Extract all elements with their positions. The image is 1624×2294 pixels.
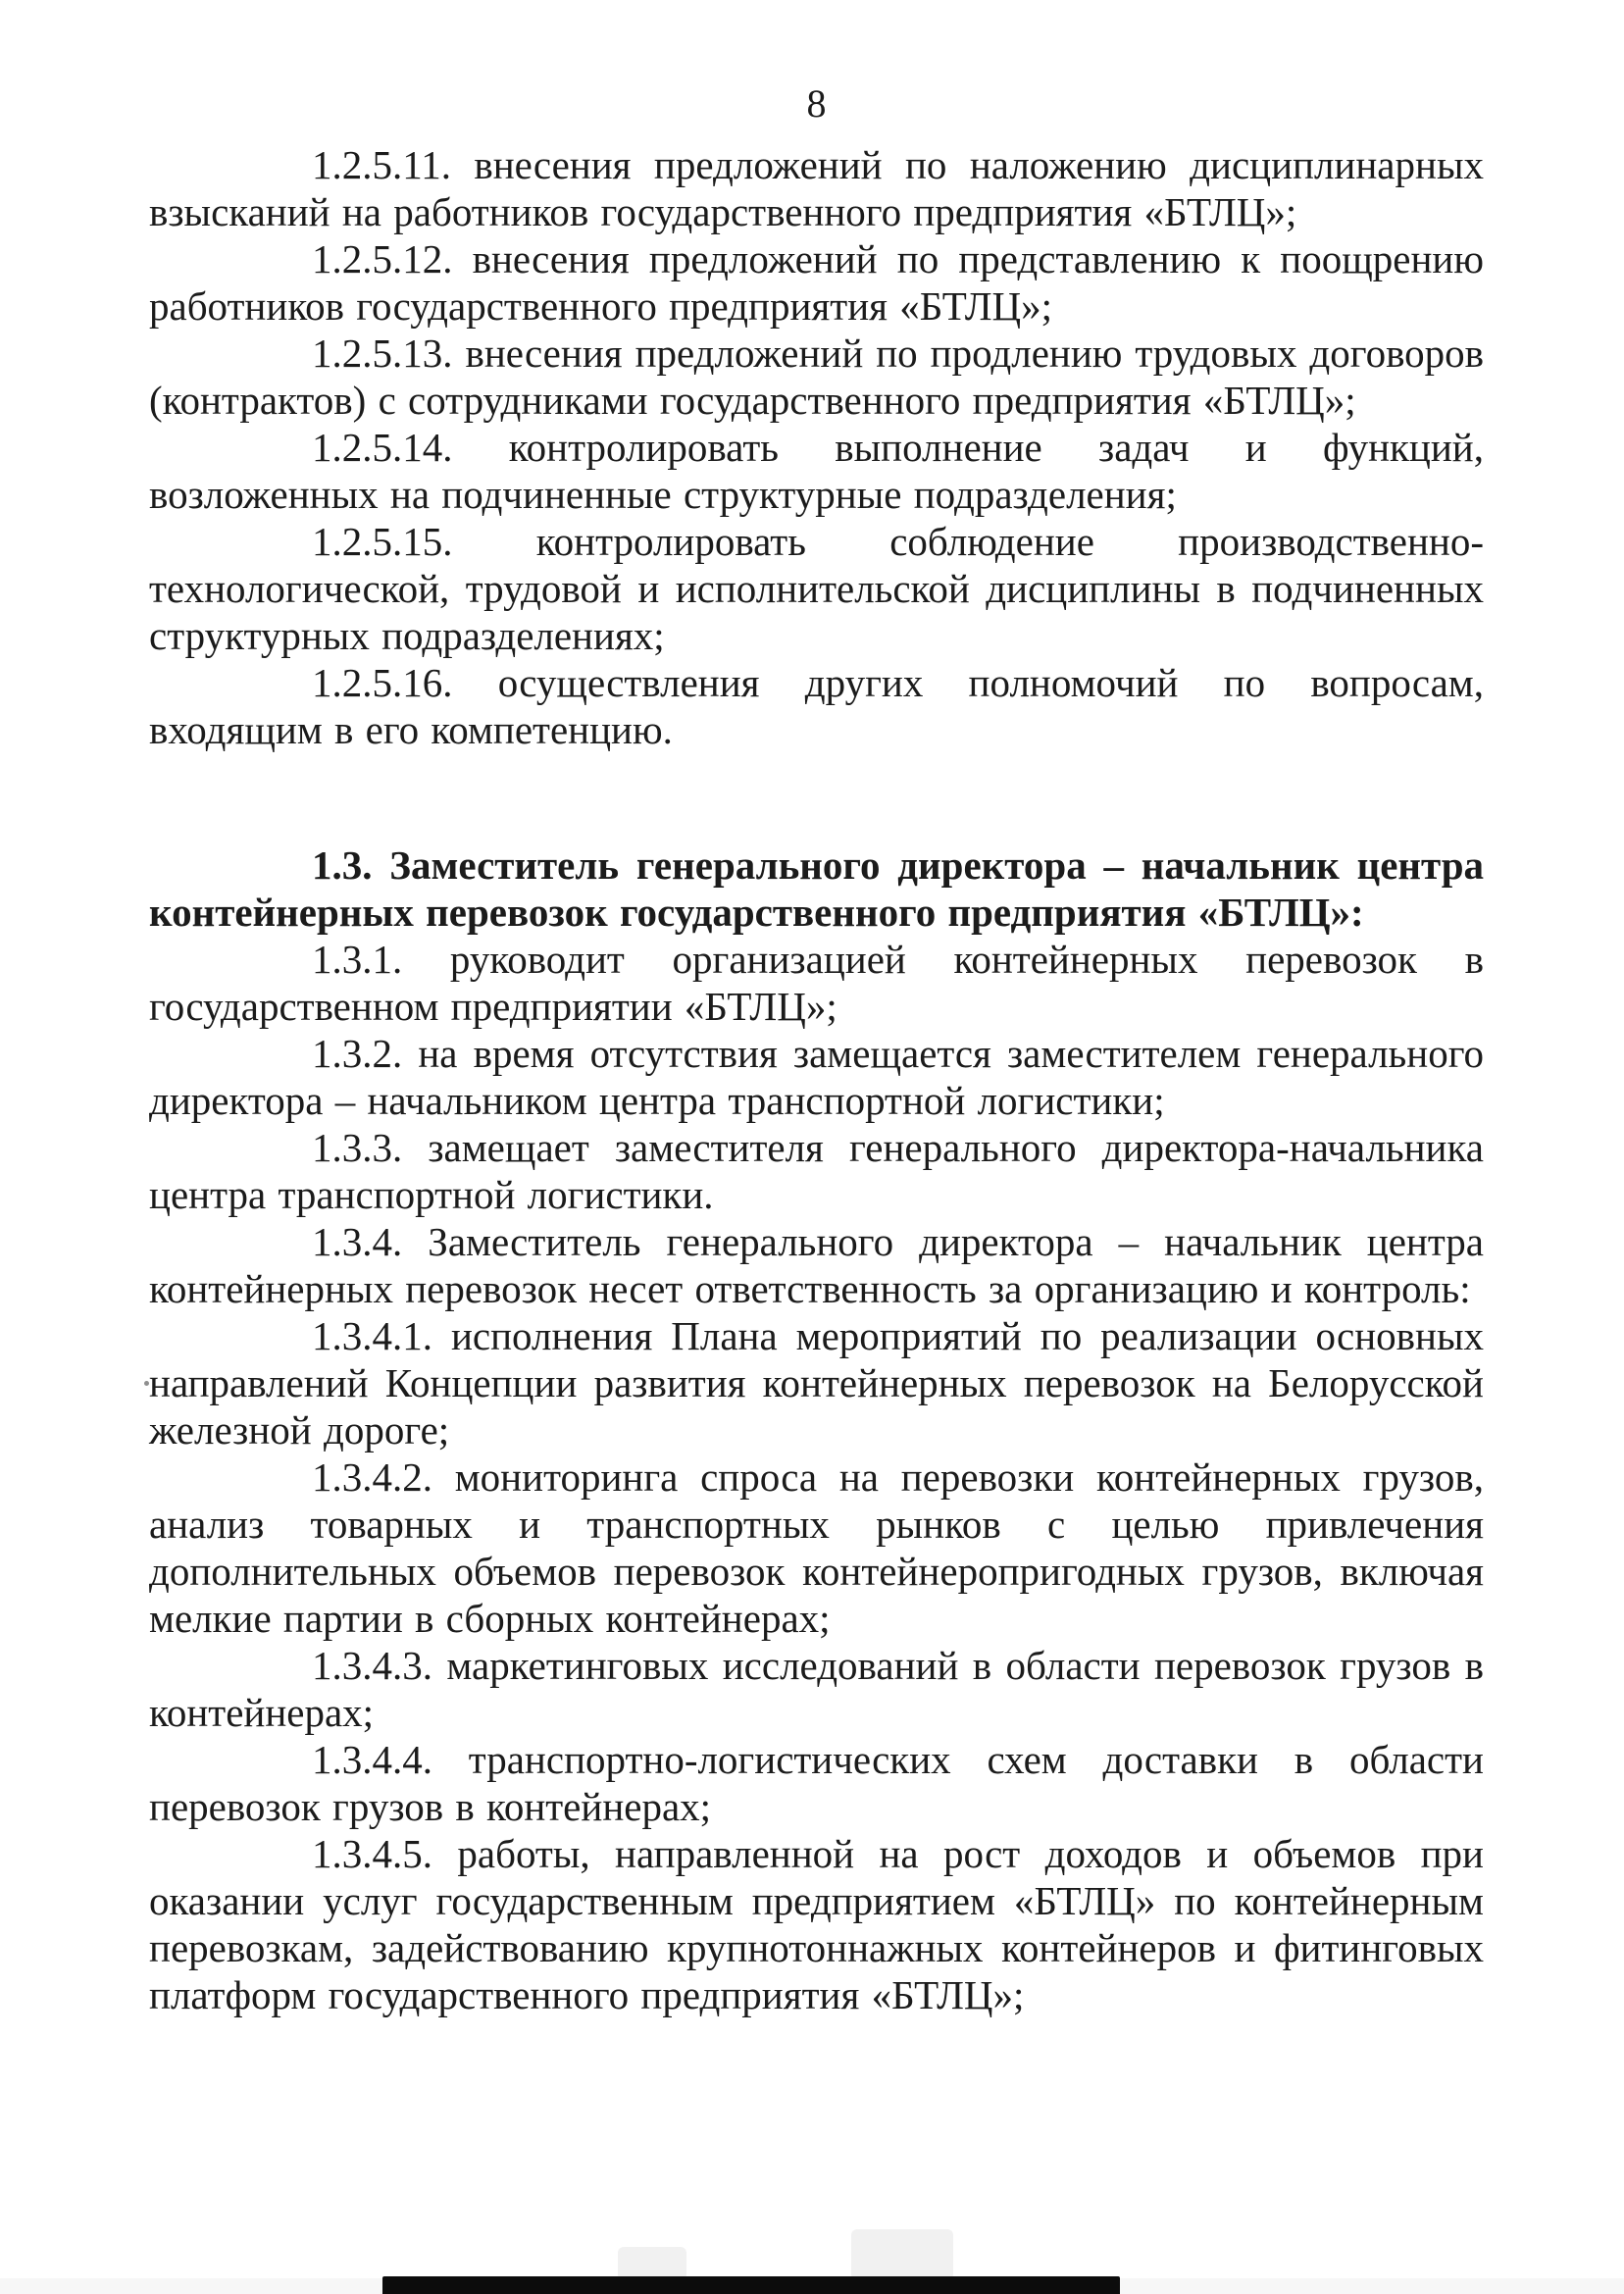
paragraph-1-2-5-15: 1.2.5.15. контролировать соблюдение производственно-технологической, трудовой и исполнительской дисциплины в подчиненных структурных подразделениях; bbox=[149, 519, 1484, 658]
paragraph-1-3-4-4: 1.3.4.4. транспортно-логистических схем доставки в области перевозок грузов в контейнерах; bbox=[149, 1737, 1484, 1829]
scan-smudge bbox=[851, 2229, 953, 2280]
paragraph-1-3-4-1: 1.3.4.1. исполнения Плана мероприятий по реализации основных направлений Концепции развития контейнерных перевозок на Белорусской железной дороге; bbox=[149, 1313, 1484, 1453]
scanner-black-bar-artifact bbox=[382, 2276, 1120, 2294]
paragraph-1-3-1: 1.3.1. руководит организацией контейнерных перевозок в государственном предприятии «БТЛЦ»; bbox=[149, 937, 1484, 1029]
paragraph-1-3-4-5: 1.3.4.5. работы, направленной на рост доходов и объемов при оказании услуг государственным предприятием «БТЛЦ» по контейнерным перевозкам, задействованию крупнотоннажных контейнеров и фитинговых платформ государственного предприятия «БТЛЦ»; bbox=[149, 1831, 1484, 2017]
paragraph-1-3-3: 1.3.3. замещает заместителя генерального директора-начальника центра транспортной логистики. bbox=[149, 1125, 1484, 1217]
paragraph-1-2-5-14: 1.2.5.14. контролировать выполнение задач и функций, возложенных на подчиненные структурные подразделения; bbox=[149, 425, 1484, 517]
paragraph-1-2-5-11: 1.2.5.11. внесения предложений по наложению дисциплинарных взысканий на работников государственного предприятия «БТЛЦ»; bbox=[149, 142, 1484, 234]
section-heading-1-3: 1.3. Заместитель генерального директора – начальник центра контейнерных перевозок государственного предприятия «БТЛЦ»: bbox=[149, 842, 1484, 935]
document-body bbox=[149, 141, 1484, 2018]
paragraph-1-2-5-13: 1.2.5.13. внесения предложений по продлению трудовых договоров (контрактов) с сотрудниками государственного предприятия «БТЛЦ»; bbox=[149, 331, 1484, 423]
scan-smudge bbox=[618, 2247, 686, 2280]
paragraph-1-2-5-12: 1.2.5.12. внесения предложений по представлению к поощрению работников государственного предприятия «БТЛЦ»; bbox=[149, 236, 1484, 329]
paragraph-1-3-2: 1.3.2. на время отсутствия замещается заместителем генерального директора – начальником центра транспортной логистики; bbox=[149, 1031, 1484, 1123]
scan-speck bbox=[144, 1381, 149, 1386]
paragraph-1-3-4-2: 1.3.4.2. мониторинга спроса на перевозки контейнерных грузов, анализ товарных и транспортных рынков с целью привлечения дополнительных объемов перевозок контейнеропригодных грузов, включая мелкие партии в сборных контейнерах; bbox=[149, 1454, 1484, 1641]
paragraph-1-3-4-3: 1.3.4.3. маркетинговых исследований в области перевозок грузов в контейнерах; bbox=[149, 1643, 1484, 1735]
paragraph-1-3-4: 1.3.4. Заместитель генерального директора – начальник центра контейнерных перевозок несет ответственность за организацию и контроль: bbox=[149, 1219, 1484, 1311]
paragraph-1-2-5-16: 1.2.5.16. осуществления других полномочий по вопросам, входящим в его компетенцию. bbox=[149, 660, 1484, 752]
page-number: 8 bbox=[806, 81, 827, 126]
